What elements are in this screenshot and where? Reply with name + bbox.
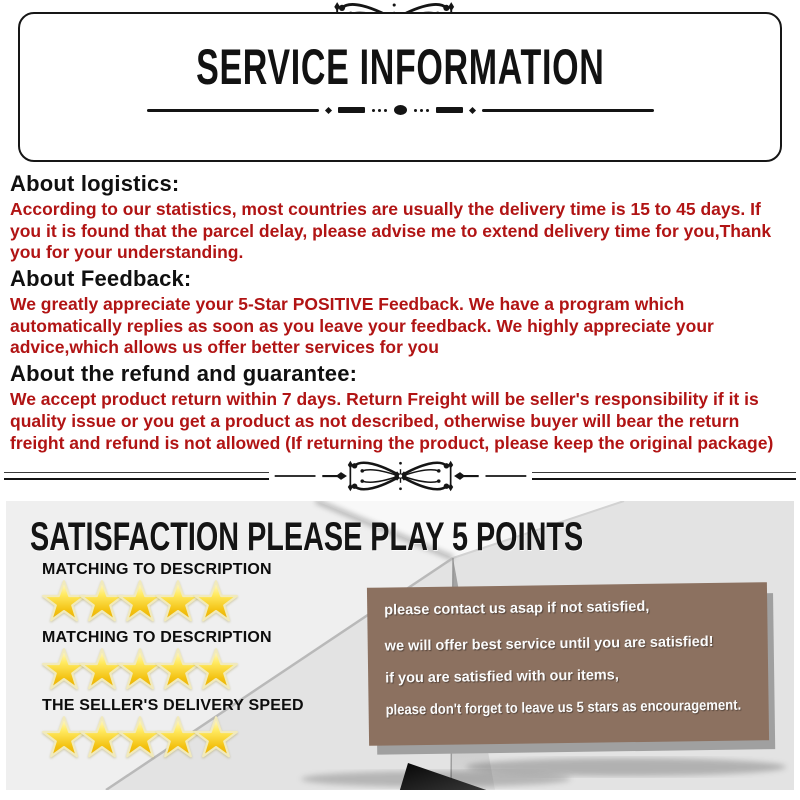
stars-row bbox=[42, 716, 352, 758]
stars-row bbox=[42, 648, 352, 690]
flourish-icon bbox=[273, 456, 528, 496]
rating-row bbox=[42, 629, 352, 690]
rating-label: MATCHING TO DESCRIPTION bbox=[42, 629, 272, 646]
star-icon bbox=[194, 716, 238, 758]
note-line: please don't forget to leave us 5 stars as encouragement. bbox=[385, 697, 742, 719]
rating-row bbox=[42, 561, 352, 622]
divider-dot bbox=[324, 106, 331, 113]
page-title: SERVICE INFORMATION bbox=[195, 39, 605, 95]
note-line: we will offer best service until you are satisfied! bbox=[384, 633, 714, 655]
satisfaction-panel bbox=[6, 501, 794, 790]
rating-label: THE SELLER'S DELIVERY SPEED bbox=[42, 697, 304, 714]
divider-line bbox=[482, 109, 654, 112]
rating-label: MATCHING TO DESCRIPTION bbox=[42, 561, 272, 578]
note-line: please contact us asap if not satisfied, bbox=[384, 598, 650, 619]
section-logistics-heading: About logistics: bbox=[10, 171, 180, 196]
divider-dash bbox=[338, 107, 365, 113]
star-icon bbox=[194, 580, 238, 622]
divider-center-dot bbox=[394, 105, 407, 115]
note-line: if you are satisfied with our items, bbox=[385, 667, 619, 687]
divider-dot bbox=[468, 106, 475, 113]
section-refund-body: We accept product return within 7 days. Return Freight will be seller's responsibility if it is quality issue or you get a product as not described, otherwise buyer will bear the return freight and refund is not allowed (If returning the product, please keep the original package) bbox=[10, 389, 774, 453]
divider-dash bbox=[436, 107, 463, 113]
section-feedback-heading: About Feedback: bbox=[10, 266, 192, 292]
contact-note-box bbox=[367, 582, 769, 746]
divider-line bbox=[147, 109, 319, 112]
section-logistics-body: According to our statistics, most countries are usually the delivery time is 15 to 45 days. If you it is found that the parcel delay, please advise me to extend delivery time for you,Thank you for your understanding. bbox=[10, 199, 772, 263]
rating-row bbox=[42, 697, 352, 758]
stars-row bbox=[42, 580, 352, 622]
section-refund-heading: About the refund and guarantee: bbox=[10, 361, 358, 387]
section-feedback-body: We greatly appreciate your 5-Star POSITIVE Feedback. We have a program which automatically replies as soon as you leave your feedback. We highly appreciate your advice,which allows us offer better services for you bbox=[10, 294, 714, 358]
service-title-frame bbox=[18, 12, 782, 162]
title-divider bbox=[20, 105, 780, 115]
service-info-sections bbox=[10, 170, 792, 456]
satisfaction-title: SATISFACTION PLEASE PLAY 5 POINTS bbox=[30, 515, 584, 559]
star-icon bbox=[194, 648, 238, 690]
divider-double-line bbox=[532, 472, 797, 480]
divider-double-line bbox=[4, 472, 269, 480]
rating-list bbox=[42, 561, 352, 765]
middle-divider bbox=[0, 456, 800, 496]
